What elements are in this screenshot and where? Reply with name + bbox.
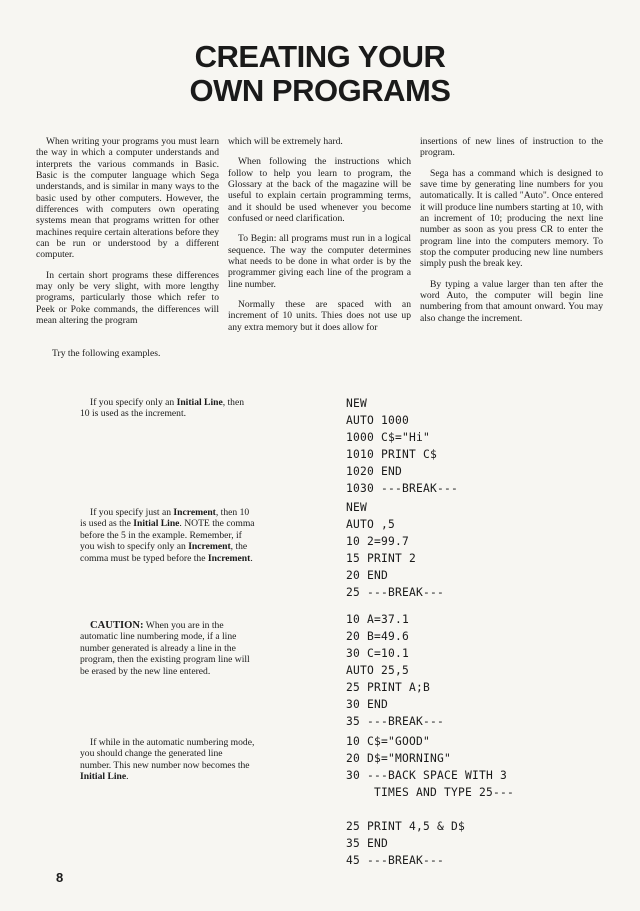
bold-term: Increment	[173, 507, 216, 518]
explanation-text: If while in the automatic numbering mode, you should change the generated line number. This new number now becomes the	[80, 737, 255, 771]
code-line: 20 D$="MORNING"	[346, 752, 452, 765]
column-2-paragraph: To Begin: all programs must run in a logical sequence. The way the computer determines what needs to be done in what order is by the programmer giving each line of the program a line number.	[228, 233, 411, 290]
code-line: AUTO 25,5	[346, 664, 410, 677]
example-3-code	[346, 611, 444, 730]
page-number: 8	[56, 870, 64, 885]
code-line: 1020 END	[346, 465, 403, 478]
explanation-text: , then 10 is used as the increment.	[80, 397, 245, 420]
code-line: 1030 ---BREAK---	[346, 482, 459, 495]
code-line: 20 B=49.6	[346, 630, 410, 643]
example-1-code	[346, 395, 458, 497]
column-3-paragraph: insertions of new lines of instruction to the program.	[420, 136, 603, 159]
code-line: 30 END	[346, 698, 389, 711]
example-4-code	[346, 733, 514, 869]
bold-term: Initial Line	[80, 771, 127, 783]
explanation-text: If you specify just an	[90, 507, 174, 518]
code-line: 1010 PRINT C$	[346, 448, 438, 461]
code-line: 25 PRINT 4,5 & D$	[346, 820, 466, 833]
column-2-paragraph: When following the instructions which follow to help you learn to program, the Glossary at the back of the magazine will be useful to explain certain programming terms, and it should be used whenever you become confused or need clarification.	[228, 156, 411, 225]
column-2-paragraph: which will be extremely hard.	[228, 136, 343, 147]
page-title	[0, 40, 640, 108]
code-line: 35 ---BREAK---	[346, 715, 445, 728]
code-line: NEW	[346, 397, 368, 410]
code-line: 25 ---BREAK---	[346, 586, 445, 599]
try-examples-text: Try the following examples.	[52, 348, 161, 359]
explanation-text: , then 10 is used as the	[80, 507, 250, 530]
bold-term: Increment	[188, 541, 231, 553]
column-1-paragraph: In certain short programs these differences may only be very slight, with more lengthy programs, particularly those which refer to Peek or Poke commands, the differences will mean altering the program	[36, 269, 219, 327]
column-3-paragraph: Sega has a command which is designed to save time by generating line numbers for you automatically. It is called "Auto". Once entered it will produce line numbers starting at 10, with an increment of 10; producing the next line number as soon as you press CR to enter the program line into the computers memory. To stop the computer producing new line numbers simply push the break key.	[420, 167, 603, 270]
example-1-explanation	[80, 397, 256, 420]
explanation-text: If you specify only an	[90, 397, 177, 408]
bold-term: Initial Line	[176, 397, 223, 408]
code-line: 30 ---BACK SPACE WITH 3	[346, 769, 508, 782]
explanation-text: .	[126, 771, 129, 783]
example-4-explanation	[80, 737, 256, 783]
code-line: 20 END	[346, 569, 389, 582]
code-line: TIMES AND TYPE 25---	[346, 786, 515, 799]
code-line: 10 2=99.7	[346, 535, 410, 548]
explanation-text: .	[250, 552, 253, 564]
column-1-paragraph: When writing your programs you must learn the way in which a computer understands and interprets the various commands in Basic. Basic is the computer language which Sega understands, and is similar in many ways to the basic used by other computers. However, the differences with computers own operating systems mean that programs written for other machines require certain alterations before they can be run or understood by a different computer.	[36, 136, 219, 261]
code-line: AUTO 1000	[346, 414, 410, 427]
text-column-1	[36, 136, 219, 327]
title-line-1: CREATING YOUR	[194, 39, 446, 74]
code-line: 30 C=10.1	[346, 647, 410, 660]
code-line: 10 C$="GOOD"	[346, 735, 431, 748]
explanation-text: When you are in the automatic line numbering mode, if a line number generated is already a line in the program, then the existing program line will be erased by the new line entered.	[80, 620, 250, 677]
code-line	[346, 801, 514, 818]
code-line: 45 ---BREAK---	[346, 854, 445, 867]
text-column-3	[420, 136, 603, 324]
bold-term: Increment	[207, 552, 251, 564]
explanation-text: , the comma must be typed before the	[80, 541, 248, 564]
code-line: NEW	[346, 501, 368, 514]
code-line: 35 END	[346, 837, 389, 850]
bold-term: Initial Line	[133, 518, 180, 530]
title-line-2: OWN PROGRAMS	[189, 73, 451, 108]
code-line: 15 PRINT 2	[346, 552, 417, 565]
column-2-paragraph: Normally these are spaced with an increment of 10 units. Thies does not use up any extra memory but it does allow for	[228, 299, 411, 333]
code-line: 25 PRINT A;B	[346, 681, 431, 694]
example-2-explanation	[80, 507, 256, 564]
code-line: 1000 C$="Hi"	[346, 431, 431, 444]
code-line: 10 A=37.1	[346, 613, 410, 626]
example-2-code	[346, 499, 444, 601]
text-column-2	[228, 136, 411, 333]
column-3-paragraph: By typing a value larger than ten after the word Auto, the computer will begin line numbering from that amount onward. You may also change the increment.	[420, 278, 603, 324]
example-3-explanation	[80, 620, 256, 677]
bold-term: CAUTION:	[90, 620, 144, 631]
code-line: AUTO ,5	[346, 518, 396, 531]
explanation-text: . NOTE the comma before the 5 in the example. Remember, if you wish to specify only an	[80, 518, 255, 553]
